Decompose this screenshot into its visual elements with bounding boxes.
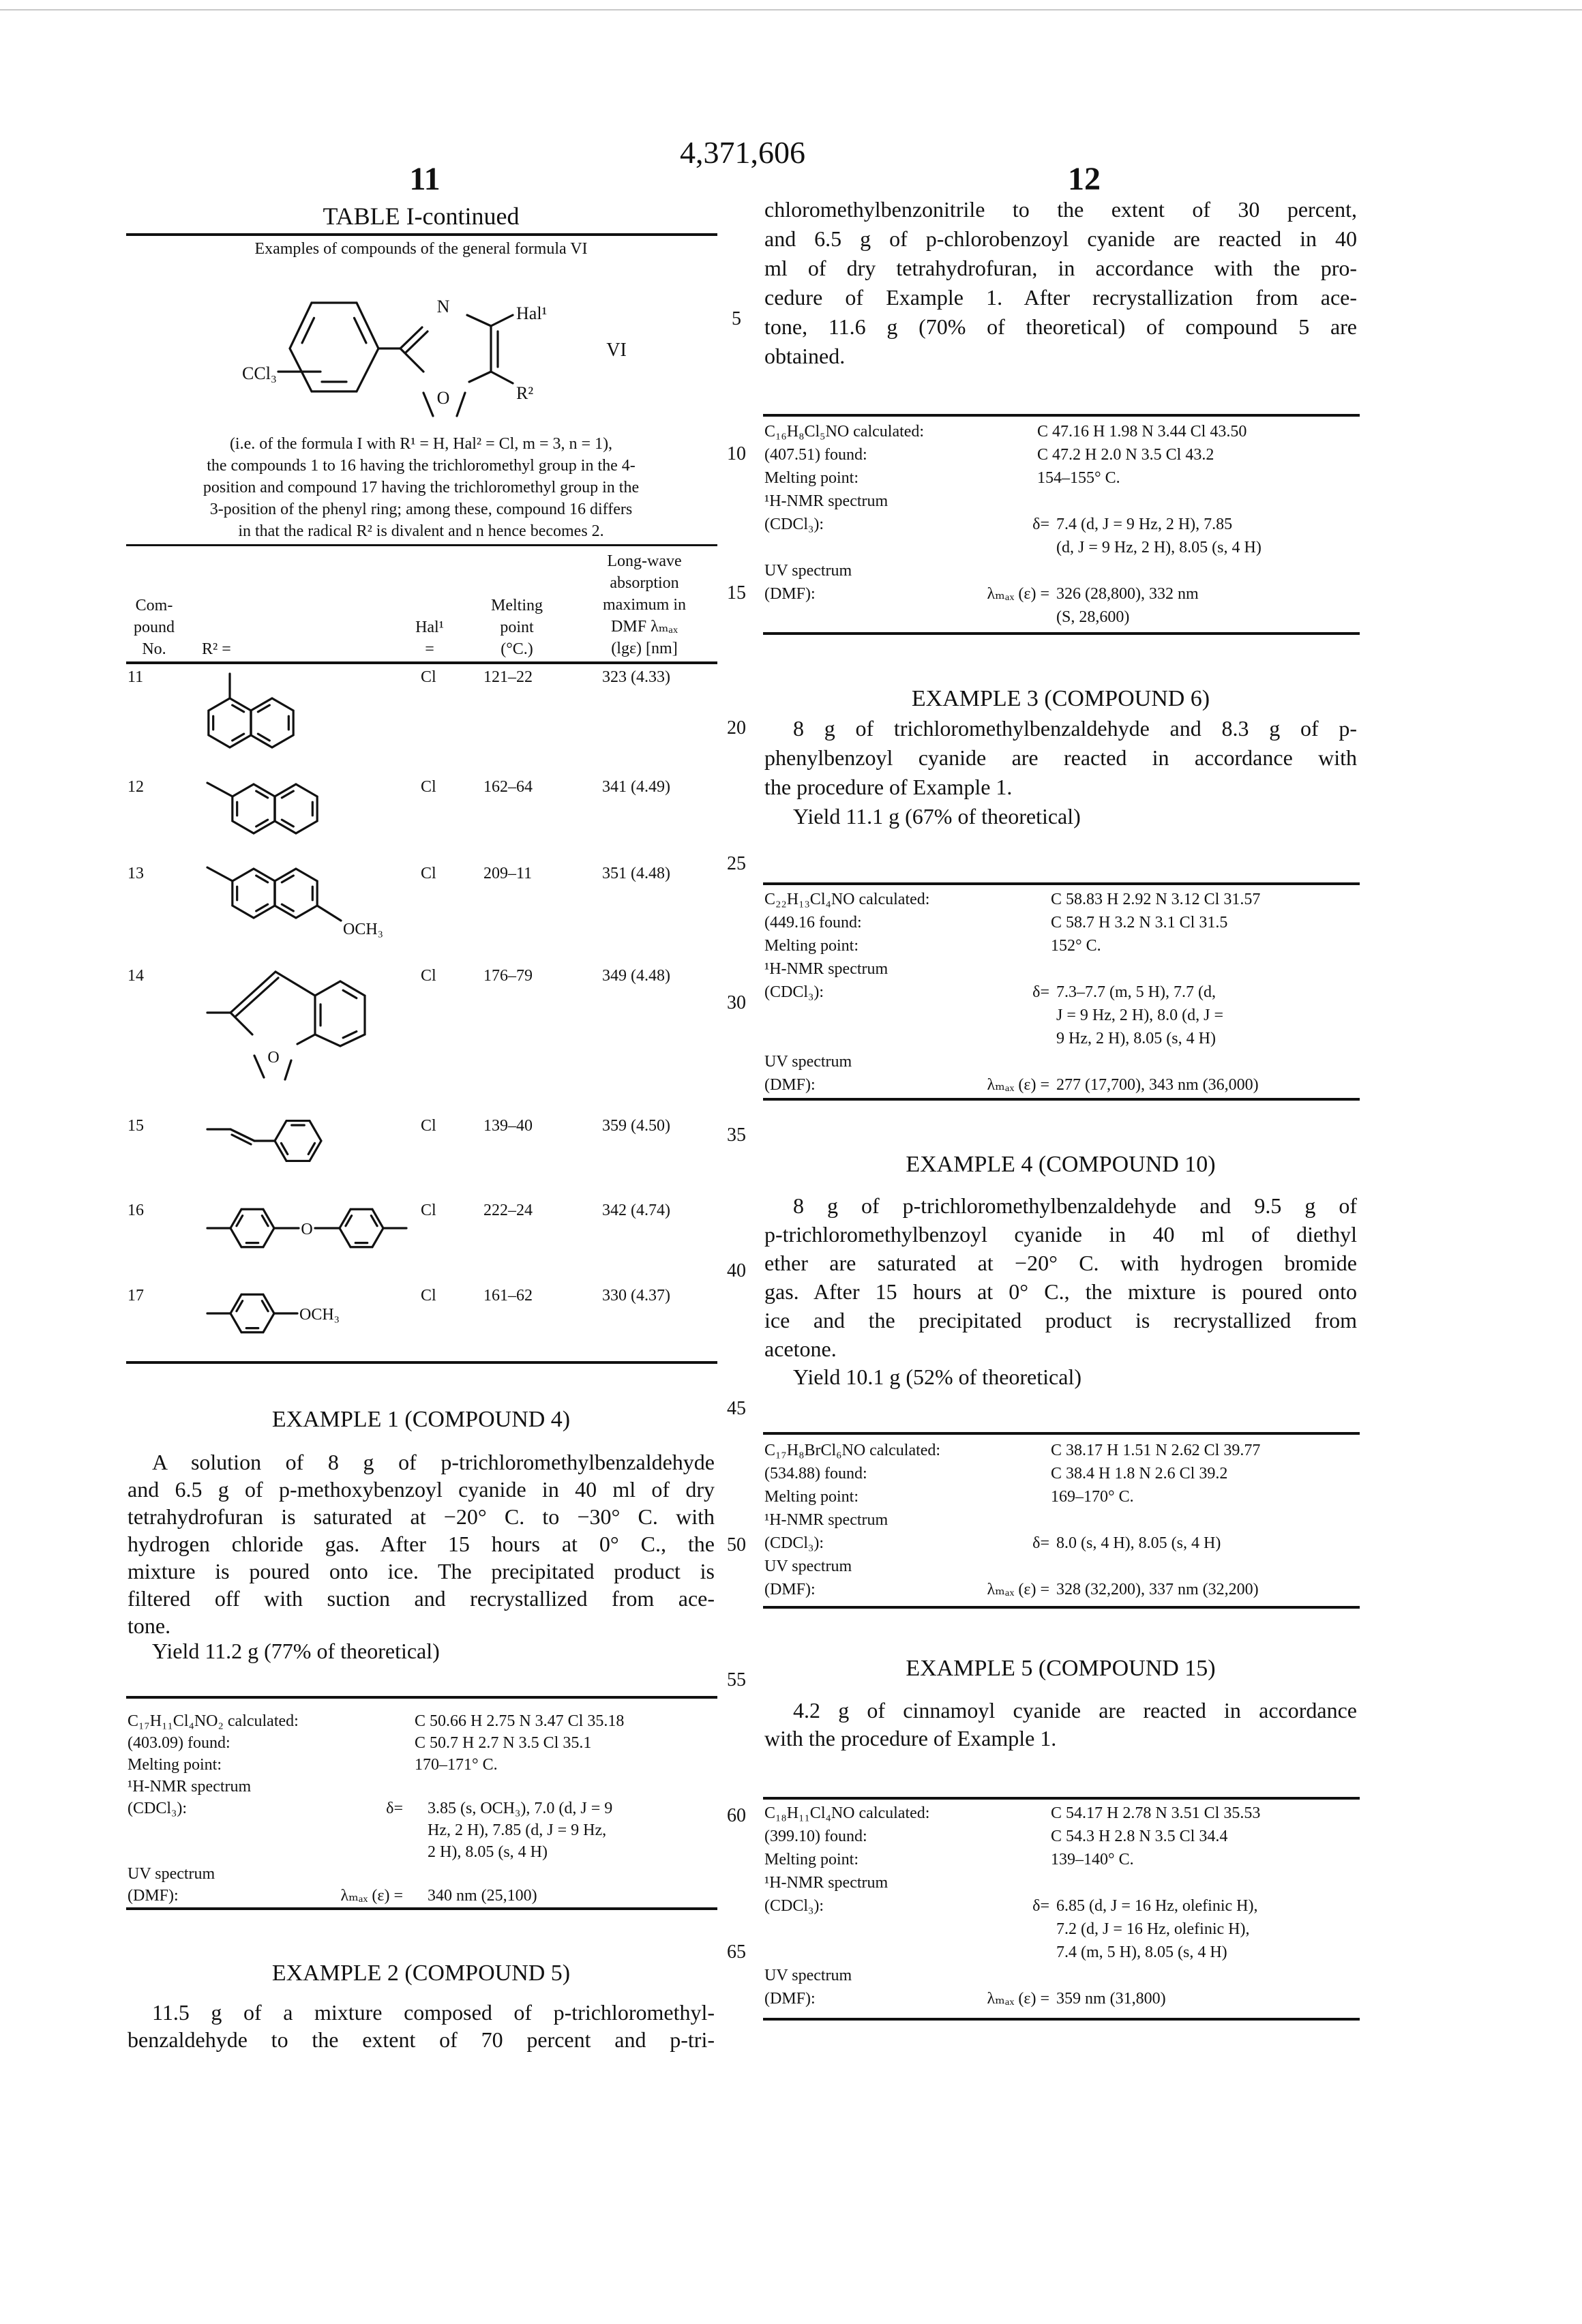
absorption-value: 330 (4.37) bbox=[602, 1287, 670, 1305]
example-1-data-top-rule bbox=[126, 1696, 717, 1699]
page-number-left: 11 bbox=[357, 161, 493, 198]
data-row bbox=[764, 1894, 1357, 1918]
data-row bbox=[764, 1073, 1357, 1097]
header-melting-point: point bbox=[442, 616, 592, 638]
data-value: 139–140° C. bbox=[1051, 1848, 1134, 1871]
paragraph-line: acetone. bbox=[764, 1335, 1357, 1363]
ring-outline bbox=[209, 698, 251, 747]
header-hal: = bbox=[355, 638, 505, 660]
data-label: ¹H-NMR spectrum bbox=[128, 1776, 251, 1798]
r2-label: R² bbox=[516, 383, 533, 403]
margin-line-number: 50 bbox=[716, 1534, 757, 1556]
example-4-yield: Yield 10.1 g (52% of theoretical) bbox=[793, 1362, 1081, 1391]
header-absorption: Long-wave bbox=[569, 550, 719, 572]
data-equals: δ= bbox=[1032, 981, 1049, 1004]
data-equals: λₘₐₓ (ε) = bbox=[341, 1885, 403, 1907]
data-label: ¹H-NMR spectrum bbox=[764, 1508, 888, 1532]
data-value: C 50.66 H 2.75 N 3.47 Cl 35.18 bbox=[415, 1710, 624, 1732]
data-row bbox=[764, 1871, 1357, 1894]
bond-line bbox=[469, 372, 491, 382]
absorption-value: 323 (4.33) bbox=[602, 668, 670, 686]
data-label: (DMF): bbox=[764, 1987, 816, 2010]
data-label: (399.10) found: bbox=[764, 1825, 867, 1848]
bond-line bbox=[230, 1013, 252, 1034]
table-row bbox=[0, 668, 750, 689]
data-label: (CDCl₃): bbox=[764, 1532, 824, 1555]
absorption-value: 359 (4.50) bbox=[602, 1117, 670, 1135]
table-title: TABLE I-continued bbox=[128, 202, 715, 230]
example-3-yield: Yield 11.1 g (67% of theoretical) bbox=[793, 802, 1081, 831]
data-label: C₁₈H₁₁Cl₄NO calculated: bbox=[764, 1802, 929, 1825]
compound-number: 11 bbox=[128, 668, 143, 686]
data-equals: δ= bbox=[1032, 513, 1049, 536]
data-value: (d, J = 9 Hz, 2 H), 8.05 (s, 4 H) bbox=[1056, 536, 1262, 559]
hal-value: Cl bbox=[421, 967, 436, 985]
margin-line-number: 55 bbox=[716, 1669, 757, 1691]
data-row bbox=[764, 1825, 1357, 1848]
paragraph-line: tone, 11.6 g (70% of theoretical) of compound 5 are bbox=[764, 312, 1357, 342]
example-2-data-top-rule bbox=[763, 414, 1360, 417]
data-value: 328 (32,200), 337 nm (32,200) bbox=[1056, 1578, 1259, 1601]
data-label: C₁₇H₁₁Cl₄NO₂ calculated: bbox=[128, 1710, 299, 1732]
compound-number: 14 bbox=[128, 967, 144, 985]
margin-line-number: 65 bbox=[716, 1941, 757, 1963]
data-label: (DMF): bbox=[764, 582, 816, 606]
patent-number: 4,371,606 bbox=[606, 135, 879, 170]
bond-line bbox=[343, 1032, 357, 1038]
data-row bbox=[128, 1710, 715, 1732]
data-label: C₂₂H₁₃Cl₄NO calculated: bbox=[764, 888, 929, 911]
paragraph-line: p-trichloromethylbenzoyl cyanide in 40 ml of diethyl bbox=[764, 1220, 1357, 1249]
example-5-data-top-rule bbox=[763, 1797, 1360, 1800]
data-value: 7.4 (d, J = 9 Hz, 2 H), 7.85 bbox=[1056, 513, 1232, 536]
bond-line bbox=[423, 393, 433, 416]
paragraph-line: ml of dry tetrahydrofuran, in accordance with the pro- bbox=[764, 254, 1357, 283]
example-2-data-bottom-rule bbox=[763, 632, 1360, 635]
data-row bbox=[764, 1964, 1357, 1987]
compound-number: 17 bbox=[128, 1287, 144, 1305]
bond-line bbox=[256, 904, 268, 911]
margin-line-number: 10 bbox=[716, 443, 757, 465]
data-value: 8.0 (s, 4 H), 8.05 (s, 4 H) bbox=[1056, 1532, 1221, 1555]
data-label: UV spectrum bbox=[128, 1863, 215, 1885]
data-row bbox=[764, 1578, 1357, 1601]
header-rule bbox=[126, 661, 717, 664]
example-3-heading: EXAMPLE 3 (COMPOUND 6) bbox=[764, 685, 1357, 713]
data-label: UV spectrum bbox=[764, 1050, 852, 1073]
hal-value: Cl bbox=[421, 1117, 436, 1135]
paragraph-line: cedure of Example 1. After recrystallization from ace- bbox=[764, 283, 1357, 312]
ring-outline bbox=[251, 698, 293, 747]
oxygen-label: O bbox=[267, 1049, 279, 1067]
ring-outline bbox=[315, 981, 365, 1046]
formula-vi-structure bbox=[242, 297, 627, 416]
data-row bbox=[764, 606, 1357, 629]
bond-line bbox=[354, 318, 365, 343]
absorption-value: 342 (4.74) bbox=[602, 1202, 670, 1219]
data-value: C 38.17 H 1.51 N 2.62 Cl 39.77 bbox=[1051, 1439, 1260, 1462]
data-label: (403.09) found: bbox=[128, 1732, 230, 1754]
data-label: (DMF): bbox=[764, 1578, 816, 1601]
data-label: Melting point: bbox=[128, 1754, 222, 1776]
och3-label: OCH₃ bbox=[299, 1306, 340, 1324]
data-value: C 47.2 H 2.0 N 3.5 Cl 43.2 bbox=[1037, 443, 1214, 466]
data-value: C 38.4 H 1.8 N 2.6 Cl 39.2 bbox=[1051, 1462, 1227, 1485]
data-label: UV spectrum bbox=[764, 1964, 852, 1987]
hal-value: Cl bbox=[421, 1287, 436, 1305]
paragraph-line: benzaldehyde to the extent of 70 percent and p-tri- bbox=[128, 2026, 715, 2053]
oxygen-label: O bbox=[437, 388, 450, 408]
data-value: 340 nm (25,100) bbox=[428, 1885, 537, 1907]
table-caption-line: position and compound 17 having the trichloromethyl group in the bbox=[128, 477, 715, 498]
data-row bbox=[764, 1439, 1357, 1462]
example-1-heading: EXAMPLE 1 (COMPOUND 4) bbox=[128, 1406, 715, 1433]
caption-rule bbox=[126, 544, 717, 546]
data-row bbox=[764, 536, 1357, 559]
data-label: ¹H-NMR spectrum bbox=[764, 957, 888, 981]
melting-point: 162–64 bbox=[483, 778, 533, 796]
data-value: Hz, 2 H), 7.85 (d, J = 9 Hz, bbox=[428, 1819, 606, 1841]
data-row bbox=[764, 888, 1357, 911]
paragraph-line: tetrahydrofuran is saturated at −20° C. to −30° C. with bbox=[128, 1503, 715, 1530]
data-value: 169–170° C. bbox=[1051, 1485, 1134, 1508]
table-row bbox=[0, 865, 750, 885]
bond-line bbox=[282, 904, 293, 911]
bond-line bbox=[457, 393, 465, 416]
table-subtitle: Examples of compounds of the general formula VI bbox=[128, 239, 715, 259]
bond-line bbox=[281, 1143, 287, 1154]
data-row bbox=[764, 1941, 1357, 1964]
melting-point: 176–79 bbox=[483, 967, 533, 985]
melting-point: 161–62 bbox=[483, 1287, 533, 1305]
data-row bbox=[764, 1848, 1357, 1871]
data-row bbox=[764, 513, 1357, 536]
data-label: Melting point: bbox=[764, 1848, 859, 1871]
data-equals: λₘₐₓ (ε) = bbox=[987, 582, 1049, 606]
paragraph-line: mixture is poured onto ice. The precipitated product is bbox=[128, 1558, 715, 1585]
bond-line bbox=[467, 315, 491, 326]
bond-line bbox=[258, 734, 269, 741]
data-row bbox=[128, 1819, 715, 1841]
header-absorption: absorption bbox=[569, 572, 719, 594]
r2-structure-benzofuranyl bbox=[207, 972, 365, 1079]
margin-line-number: 60 bbox=[716, 1805, 757, 1827]
hal-value: Cl bbox=[421, 778, 436, 796]
margin-line-number: 45 bbox=[716, 1398, 757, 1420]
table-caption-line: (i.e. of the formula I with R¹ = H, Hal² = Cl, m = 3, n = 1), bbox=[128, 433, 715, 455]
data-row bbox=[764, 1004, 1357, 1027]
paragraph-line: ether are saturated at −20° C. with hydrogen bromide bbox=[764, 1249, 1357, 1277]
paragraph-line: hydrogen chloride gas. After 15 hours at 0° C., the bbox=[128, 1530, 715, 1558]
oxygen-label: O bbox=[301, 1221, 312, 1238]
paragraph-line: phenylbenzoyl cyanide are reacted in accordance with bbox=[764, 743, 1357, 773]
bond-line bbox=[254, 1056, 264, 1077]
header-compound-no: No. bbox=[79, 638, 229, 660]
data-value: 9 Hz, 2 H), 8.05 (s, 4 H) bbox=[1056, 1027, 1216, 1050]
example-4-data-bottom-rule bbox=[763, 1606, 1360, 1609]
paragraph-line: 8 g of trichloromethylbenzaldehyde and 8.3 g of p- bbox=[793, 714, 1357, 743]
data-equals: δ= bbox=[386, 1798, 403, 1819]
example-1-yield: Yield 11.2 g (77% of theoretical) bbox=[152, 1637, 440, 1665]
data-label: C₁₇H₈BrCl₆NO calculated: bbox=[764, 1439, 940, 1462]
header-melting-point: Melting bbox=[442, 595, 592, 616]
hal-value: Cl bbox=[421, 668, 436, 686]
header-r2: R² = bbox=[202, 638, 231, 660]
bond-line bbox=[256, 820, 268, 826]
data-row bbox=[764, 1802, 1357, 1825]
ring-outline bbox=[290, 303, 378, 391]
table-bottom-rule bbox=[126, 1361, 717, 1364]
page-number-right: 12 bbox=[1016, 161, 1152, 198]
bond-line bbox=[491, 315, 513, 326]
data-value: 170–171° C. bbox=[415, 1754, 498, 1776]
data-row bbox=[764, 582, 1357, 606]
data-row bbox=[764, 420, 1357, 443]
data-label: (DMF): bbox=[764, 1073, 816, 1097]
data-value: C 50.7 H 2.7 N 3.5 Cl 35.1 bbox=[415, 1732, 591, 1754]
data-label: (CDCl₃): bbox=[128, 1798, 187, 1819]
paragraph-line: 8 g of p-trichloromethylbenzaldehyde and 9.5 g of bbox=[793, 1191, 1357, 1220]
table-row bbox=[0, 967, 750, 987]
margin-line-number: 30 bbox=[716, 992, 757, 1014]
bond-line bbox=[317, 906, 341, 921]
data-value: C 58.83 H 2.92 N 3.12 Cl 31.57 bbox=[1051, 888, 1260, 911]
data-equals: δ= bbox=[1032, 1894, 1049, 1918]
data-row bbox=[764, 559, 1357, 582]
paragraph-line: ice and the precipitated product is recrystallized from bbox=[764, 1306, 1357, 1335]
data-row bbox=[764, 911, 1357, 934]
data-row bbox=[128, 1841, 715, 1863]
data-value: 7.4 (m, 5 H), 8.05 (s, 4 H) bbox=[1056, 1941, 1227, 1964]
data-row bbox=[764, 1987, 1357, 2010]
absorption-value: 351 (4.48) bbox=[602, 865, 670, 882]
data-label: ¹H-NMR spectrum bbox=[764, 490, 888, 513]
paragraph-line: obtained. bbox=[764, 342, 1357, 371]
header-absorption: (lgε) [nm] bbox=[569, 638, 719, 659]
header-absorption: maximum in bbox=[569, 594, 719, 616]
data-row bbox=[764, 1462, 1357, 1485]
data-value: 3.85 (s, OCH₃), 7.0 (d, J = 9 bbox=[428, 1798, 612, 1819]
data-value: 359 nm (31,800) bbox=[1056, 1987, 1166, 2010]
bond-line bbox=[258, 705, 269, 712]
data-label: UV spectrum bbox=[764, 1555, 852, 1578]
data-label: (534.88) found: bbox=[764, 1462, 867, 1485]
data-row bbox=[764, 1485, 1357, 1508]
bond-line bbox=[302, 318, 314, 343]
margin-line-number: 35 bbox=[716, 1124, 757, 1146]
compound-number: 16 bbox=[128, 1202, 144, 1219]
data-value: C 47.16 H 1.98 N 3.44 Cl 43.50 bbox=[1037, 420, 1247, 443]
example-1-data-bottom-rule bbox=[126, 1907, 717, 1910]
data-equals: λₘₐₓ (ε) = bbox=[987, 1987, 1049, 2010]
paragraph-line: chloromethylbenzonitrile to the extent of 30 percent, bbox=[764, 195, 1357, 224]
data-value: 326 (28,800), 332 nm bbox=[1056, 582, 1199, 606]
data-label: Melting point: bbox=[764, 1485, 859, 1508]
data-row bbox=[128, 1776, 715, 1798]
melting-point: 209–11 bbox=[483, 865, 532, 882]
data-label: (449.16 found: bbox=[764, 911, 862, 934]
data-row bbox=[764, 981, 1357, 1004]
data-equals: λₘₐₓ (ε) = bbox=[987, 1073, 1049, 1097]
data-row bbox=[128, 1754, 715, 1776]
data-label: UV spectrum bbox=[764, 559, 852, 582]
data-value: 7.3–7.7 (m, 5 H), 7.7 (d, bbox=[1056, 981, 1216, 1004]
compound-number: 15 bbox=[128, 1117, 144, 1135]
data-row bbox=[764, 490, 1357, 513]
table-row bbox=[0, 1287, 750, 1307]
data-label: (CDCl₃): bbox=[764, 1894, 824, 1918]
margin-line-number: 25 bbox=[716, 853, 757, 875]
data-row bbox=[128, 1863, 715, 1885]
paragraph-line: tone. bbox=[128, 1612, 715, 1639]
data-row bbox=[764, 1027, 1357, 1050]
header-compound-no: Com- bbox=[79, 595, 229, 616]
example-3-data-top-rule bbox=[763, 882, 1360, 885]
data-value: 154–155° C. bbox=[1037, 466, 1120, 490]
bond-line bbox=[285, 1060, 291, 1079]
nitrogen-label: N bbox=[437, 297, 450, 316]
bond-line bbox=[400, 327, 422, 348]
bond-line bbox=[233, 705, 244, 712]
hal-value: Cl bbox=[421, 865, 436, 882]
paragraph-line: and 6.5 g of p-chlorobenzoyl cyanide are reacted in 40 bbox=[764, 224, 1357, 254]
table-top-rule bbox=[126, 233, 717, 236]
absorption-value: 349 (4.48) bbox=[602, 967, 670, 985]
paragraph-line: 4.2 g of cinnamoyl cyanide are reacted in accordance bbox=[793, 1697, 1357, 1725]
data-label: Melting point: bbox=[764, 466, 859, 490]
hal-value: Cl bbox=[421, 1202, 436, 1219]
melting-point: 121–22 bbox=[483, 668, 533, 686]
melting-point: 222–24 bbox=[483, 1202, 533, 1219]
example-2-heading: EXAMPLE 2 (COMPOUND 5) bbox=[128, 1960, 715, 1987]
paragraph-line: A solution of 8 g of p-trichloromethylbenzaldehyde bbox=[152, 1448, 715, 1476]
bond-line bbox=[282, 820, 293, 826]
formula-number-label: VI bbox=[606, 340, 627, 361]
data-row bbox=[764, 1918, 1357, 1941]
table-row bbox=[0, 1117, 750, 1137]
compound-number: 13 bbox=[128, 865, 144, 882]
data-label: C₁₆H₈Cl₅NO calculated: bbox=[764, 420, 924, 443]
data-label: Melting point: bbox=[764, 934, 859, 957]
paragraph-line: the procedure of Example 1. bbox=[764, 773, 1357, 802]
header-absorption: DMF λₘₐₓ bbox=[569, 616, 719, 638]
bond-line bbox=[308, 1143, 314, 1154]
table-caption-line: in that the radical R² is divalent and n hence becomes 2. bbox=[128, 520, 715, 542]
data-value: 152° C. bbox=[1051, 934, 1101, 957]
bond-line bbox=[233, 734, 244, 741]
data-row bbox=[128, 1798, 715, 1819]
margin-line-number: 5 bbox=[716, 308, 757, 330]
data-row bbox=[764, 1508, 1357, 1532]
data-row bbox=[764, 443, 1357, 466]
data-row bbox=[764, 934, 1357, 957]
table-row bbox=[0, 778, 750, 799]
bond-line bbox=[491, 372, 513, 383]
data-value: 7.2 (d, J = 16 Hz, olefinic H), bbox=[1056, 1918, 1249, 1941]
table-caption-line: 3-position of the phenyl ring; among these, compound 16 differs bbox=[128, 498, 715, 520]
header-melting-point: (°C.) bbox=[442, 638, 592, 660]
paragraph-line: gas. After 15 hours at 0° C., the mixture is poured onto bbox=[764, 1277, 1357, 1306]
example-3-data-bottom-rule bbox=[763, 1098, 1360, 1101]
data-row bbox=[128, 1885, 715, 1907]
paragraph-line: with the procedure of Example 1. bbox=[764, 1725, 1357, 1753]
data-row bbox=[764, 1050, 1357, 1073]
paragraph-line: filtered off with suction and recrystallized from ace- bbox=[128, 1585, 715, 1612]
data-label: (DMF): bbox=[128, 1885, 179, 1907]
data-equals: λₘₐₓ (ε) = bbox=[987, 1578, 1049, 1601]
header-hal: Hal¹ bbox=[355, 616, 505, 638]
melting-point: 139–40 bbox=[483, 1117, 533, 1135]
data-value: 2 H), 8.05 (s, 4 H) bbox=[428, 1841, 548, 1863]
paragraph-line: 11.5 g of a mixture composed of p-trichloromethyl- bbox=[152, 1999, 715, 2026]
data-row bbox=[128, 1732, 715, 1754]
data-row bbox=[764, 1532, 1357, 1555]
bond-line bbox=[297, 1034, 315, 1044]
patent-page bbox=[0, 0, 1582, 2324]
margin-line-number: 20 bbox=[716, 717, 757, 739]
margin-line-number: 15 bbox=[716, 582, 757, 604]
data-value: C 54.17 H 2.78 N 3.51 Cl 35.53 bbox=[1051, 1802, 1260, 1825]
data-label: ¹H-NMR spectrum bbox=[764, 1871, 888, 1894]
och3-label: OCH₃ bbox=[343, 921, 383, 938]
data-label: (CDCl₃): bbox=[764, 981, 824, 1004]
data-value: 277 (17,700), 343 nm (36,000) bbox=[1056, 1073, 1259, 1097]
data-value: C 58.7 H 3.2 N 3.1 Cl 31.5 bbox=[1051, 911, 1227, 934]
table-row bbox=[0, 1202, 750, 1222]
bond-line bbox=[400, 348, 423, 372]
compound-number: 12 bbox=[128, 778, 144, 796]
data-value: (S, 28,600) bbox=[1056, 606, 1129, 629]
margin-line-number: 40 bbox=[716, 1260, 757, 1282]
data-equals: δ= bbox=[1032, 1532, 1049, 1555]
bond-line bbox=[343, 990, 357, 998]
data-row bbox=[764, 1555, 1357, 1578]
example-5-heading: EXAMPLE 5 (COMPOUND 15) bbox=[764, 1655, 1357, 1682]
example-4-heading: EXAMPLE 4 (COMPOUND 10) bbox=[764, 1151, 1357, 1178]
data-value: C 54.3 H 2.8 N 3.5 Cl 34.4 bbox=[1051, 1825, 1227, 1848]
data-row bbox=[764, 957, 1357, 981]
header-compound-no: pound bbox=[79, 616, 229, 638]
hal-label: Hal¹ bbox=[516, 303, 547, 323]
table-caption-line: the compounds 1 to 16 having the trichloromethyl group in the 4- bbox=[128, 455, 715, 477]
data-value: 6.85 (d, J = 16 Hz, olefinic H), bbox=[1056, 1894, 1257, 1918]
ccl3-label: CCl₃ bbox=[242, 363, 277, 383]
data-label: (407.51) found: bbox=[764, 443, 867, 466]
absorption-value: 341 (4.49) bbox=[602, 778, 670, 796]
data-row bbox=[764, 466, 1357, 490]
example-4-data-top-rule bbox=[763, 1432, 1360, 1435]
data-label: (CDCl₃): bbox=[764, 513, 824, 536]
bond-line bbox=[406, 331, 428, 353]
example-5-data-bottom-rule bbox=[763, 2018, 1360, 2021]
paragraph-line: and 6.5 g of p-methoxybenzoyl cyanide in 40 ml of dry bbox=[128, 1476, 715, 1503]
data-value: J = 9 Hz, 2 H), 8.0 (d, J = bbox=[1056, 1004, 1223, 1027]
